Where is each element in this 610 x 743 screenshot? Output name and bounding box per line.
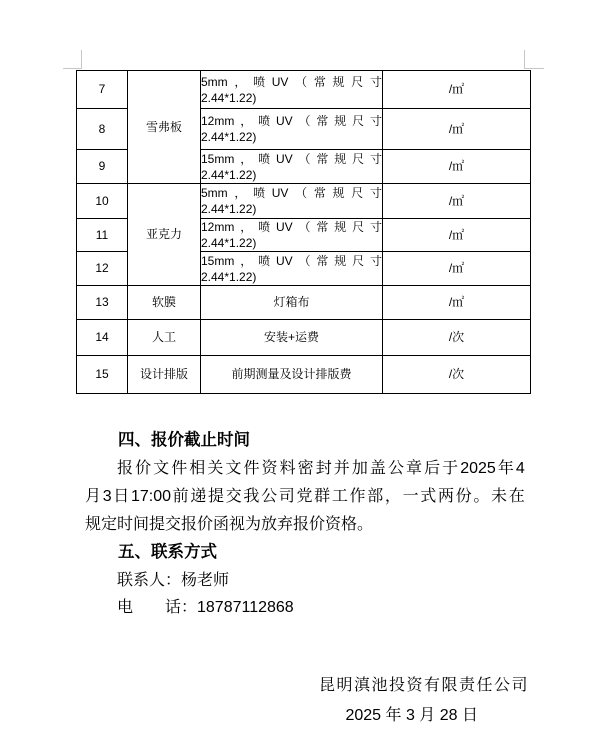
contact-person-line: 联系人：杨老师 <box>117 572 230 589</box>
contact-phone-line: 电 话：18787112868 <box>117 599 294 616</box>
cell-row-number: 7 <box>77 71 128 109</box>
cell-description: 前期测量及设计排版费 <box>201 356 383 394</box>
cell-unit: /次 <box>383 320 531 356</box>
cell-row-number: 14 <box>77 320 128 356</box>
cell-description <box>201 71 383 109</box>
description-line-2: 2.44*1.22) <box>201 236 257 250</box>
cell-unit: /㎡ <box>383 71 531 109</box>
margin-crop-mark-right-horizontal <box>524 68 544 69</box>
paragraph-line: 报 价 文 件 相 关 文 件 资 料 密 封 并 加 盖 公 章 后 于 2025 年 4 <box>117 460 525 477</box>
cell-unit: /㎡ <box>383 252 531 286</box>
cell-unit: /㎡ <box>383 286 531 320</box>
paragraph-line: 规定时间提交报价函视为放弃报价资格。 <box>85 516 374 533</box>
cell-unit: /㎡ <box>383 150 531 184</box>
text-sections <box>85 429 525 621</box>
cell-material-name: 亚克力 <box>128 184 201 286</box>
cell-description <box>201 219 383 252</box>
quotation-table <box>76 70 531 394</box>
cell-unit: /㎡ <box>383 109 531 150</box>
description-line-2: 2.44*1.22) <box>201 167 257 182</box>
section-4-title: 四、报价截止时间 <box>118 431 250 449</box>
margin-crop-mark-left-horizontal <box>63 68 82 69</box>
margin-crop-mark-right-vertical <box>524 50 525 69</box>
cell-material-name: 软膜 <box>128 286 201 320</box>
description-line-1: 5mm ， 喷 UV （ 常 规 尺 寸 <box>201 186 382 200</box>
section-5-title: 五、联系方式 <box>118 543 217 561</box>
cell-row-number: 9 <box>77 150 128 184</box>
cell-unit: /㎡ <box>383 184 531 219</box>
cell-description <box>201 150 383 184</box>
description-line-2: 2.44*1.22) <box>201 202 257 216</box>
description-line-2: 2.44*1.22) <box>201 130 257 144</box>
table-row <box>77 71 531 109</box>
margin-crop-mark-left-vertical <box>81 50 82 69</box>
table-row <box>77 286 531 320</box>
description-line-1: 15mm ， 喷 UV （ 常 规 尺 寸 <box>201 151 382 166</box>
cell-row-number: 11 <box>77 219 128 252</box>
cell-row-number: 8 <box>77 109 128 150</box>
cell-unit: /㎡ <box>383 219 531 252</box>
cell-row-number: 10 <box>77 184 128 219</box>
table-row <box>77 184 531 219</box>
description-line-1: 12mm ， 喷 UV （ 常 规 尺 寸 <box>201 220 382 234</box>
cell-material-name: 设计排版 <box>128 356 201 394</box>
section-4-paragraph <box>85 455 525 539</box>
cell-material-name: 雪弗板 <box>128 71 201 184</box>
description-line-2: 2.44*1.22) <box>201 90 257 105</box>
cell-description <box>201 184 383 219</box>
cell-description <box>201 252 383 286</box>
paragraph-line: 月 3 日 17:00 前 递 提 交 我 公 司 党 群 工 作 部 ， 一 式 两 份 。 未 在 <box>85 488 525 505</box>
cell-description <box>201 109 383 150</box>
cell-unit: /次 <box>383 356 531 394</box>
footer-company-name: 昆明滇池投资有限责任公司 <box>318 677 529 694</box>
description-line-1: 5mm ， 喷 UV （ 常 规 尺 寸 <box>201 74 382 89</box>
cell-material-name: 人工 <box>128 320 201 356</box>
description-line-1: 15mm ， 喷 UV （ 常 规 尺 寸 <box>201 253 382 268</box>
cell-description: 安装+运费 <box>201 320 383 356</box>
cell-row-number: 15 <box>77 356 128 394</box>
description-line-2: 2.44*1.22) <box>201 269 257 284</box>
description-line-1: 12mm ， 喷 UV （ 常 规 尺 寸 <box>201 114 382 128</box>
cell-row-number: 12 <box>77 252 128 286</box>
cell-row-number: 13 <box>77 286 128 320</box>
table-row <box>77 356 531 394</box>
footer-date: 2025 年 3 月 28 日 <box>345 707 478 724</box>
table-row <box>77 320 531 356</box>
cell-description: 灯箱布 <box>201 286 383 320</box>
